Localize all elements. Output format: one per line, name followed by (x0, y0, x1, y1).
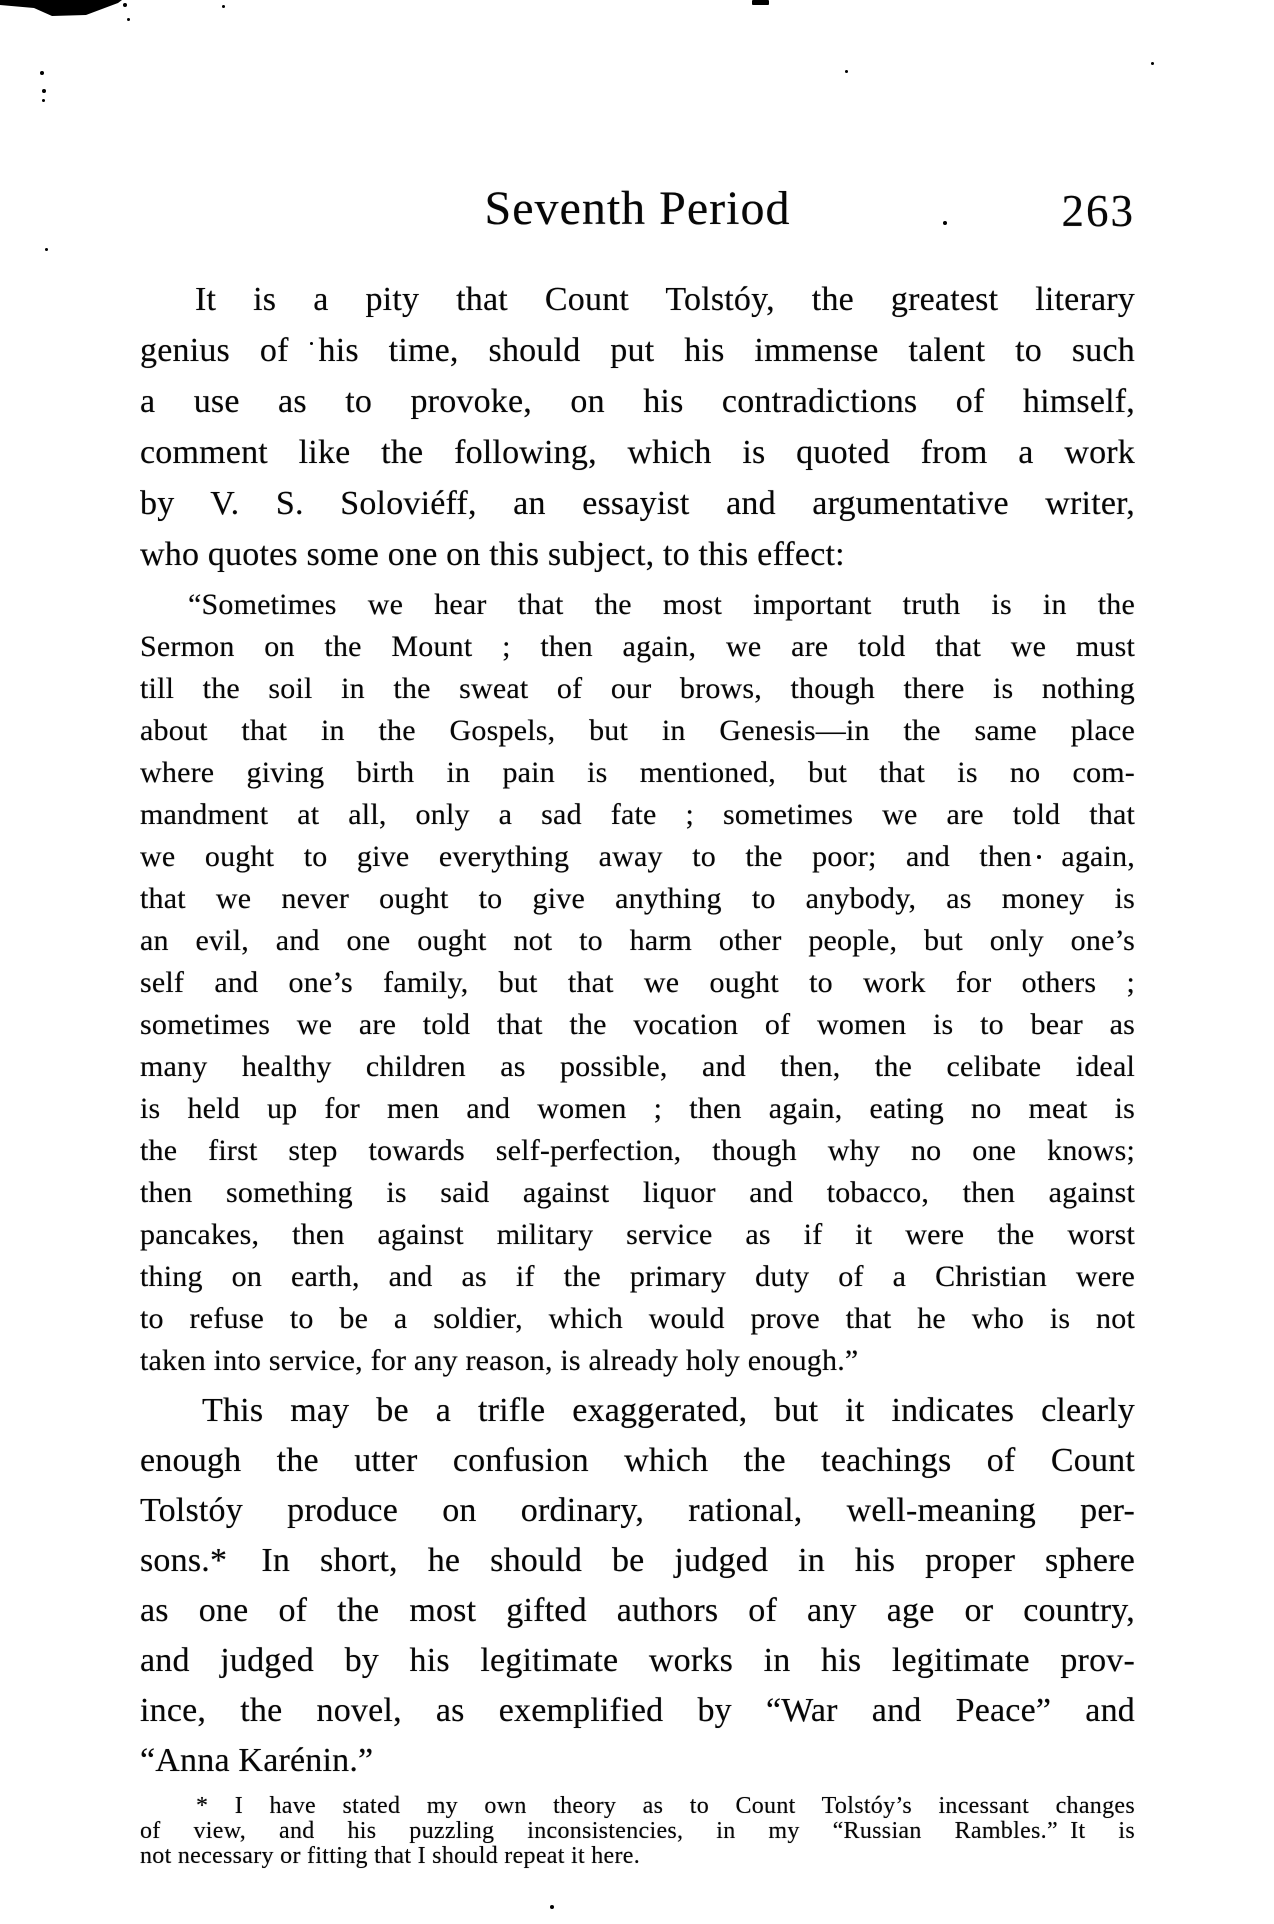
text-line: is held up for men and women ; then again, eating no meat is (140, 1092, 1135, 1125)
text-line: enough the utter confusion which the teachings of Count (140, 1442, 1135, 1479)
text-line: of view, and his puzzling inconsistencies, in my “Russian Rambles.” It is (140, 1819, 1135, 1844)
text-line: taken into service, for any reason, is already holy enough.” (140, 1344, 859, 1377)
text-line: pancakes, then against military service as if it were the worst (140, 1218, 1135, 1251)
text-line: sometimes we are told that the vocation of women is to bear as (140, 1008, 1135, 1041)
page-number: 263 (1061, 186, 1135, 236)
closing-paragraph (140, 1386, 1135, 1786)
text-line: thing on earth, and as if the primary duty of a Christian were (140, 1260, 1135, 1293)
scan-speck (222, 5, 225, 8)
text-line: ince, the novel, as exemplified by “War and Peace” and (140, 1692, 1135, 1729)
text-line: who quotes some one on this subject, to this effect: (140, 536, 845, 573)
block-quote (140, 584, 1135, 1382)
text-line: “Anna Karénin.” (140, 1742, 374, 1779)
text-line: that we never ought to give anything to anybody, as money is (140, 882, 1135, 915)
text-line: about that in the Gospels, but in Genesis—in the same place (140, 714, 1135, 747)
text-line: many healthy children as possible, and then, the celibate ideal (140, 1050, 1135, 1083)
text-line: we ought to give everything away to the poor; and then again, (140, 840, 1135, 873)
text-line: Tolstóy produce on ordinary, rational, well-meaning per- (140, 1492, 1135, 1529)
text-line: where giving birth in pain is mentioned, but that is no com- (140, 756, 1135, 789)
scan-speck (42, 89, 46, 93)
text-line: by V. S. Soloviéff, an essayist and argumentative writer, (140, 485, 1135, 522)
text-line: then something is said against liquor and tobacco, then against (140, 1176, 1135, 1209)
text-line: and judged by his legitimate works in his legitimate prov- (140, 1642, 1135, 1679)
text-line: an evil, and one ought not to harm other people, but only one’s (140, 924, 1135, 957)
footnote (140, 1794, 1135, 1869)
text-line: comment like the following, which is quoted from a work (140, 434, 1135, 471)
text-line: a use as to provoke, on his contradictions of himself, (140, 383, 1135, 420)
text-line: till the soil in the sweat of our brows, though there is nothing (140, 672, 1135, 705)
text-line: Sermon on the Mount ; then again, we are told that we must (140, 630, 1135, 663)
scan-speck (1151, 62, 1154, 65)
page-title: Seventh Period (484, 182, 791, 235)
scan-speck (45, 248, 48, 251)
scan-artifact-corner-wedge (0, 0, 122, 16)
text-line: It is a pity that Count Tolstóy, the greatest literary (195, 281, 1135, 318)
text-line: “Sometimes we hear that the most important truth is in the (188, 588, 1135, 621)
text-line: to refuse to be a soldier, which would prove that he who is not (140, 1302, 1135, 1335)
text-line: the first step towards self-perfection, though why no one knows; (140, 1134, 1135, 1167)
text-line: sons.* In short, he should be judged in his proper sphere (140, 1542, 1135, 1579)
scan-speck (123, 3, 127, 7)
scan-speck (42, 99, 45, 102)
scan-speck (127, 18, 130, 21)
text-line: as one of the most gifted authors of any age or country, (140, 1592, 1135, 1629)
text-line: genius of his time, should put his immense talent to such (140, 332, 1135, 369)
scan-speck (550, 1905, 554, 1909)
text-line: self and one’s family, but that we ought to work for others ; (140, 966, 1135, 999)
text-line: not necessary or fitting that I should repeat it here. (140, 1844, 641, 1869)
text-line: mandment at all, only a sad fate ; sometimes we are told that (140, 798, 1135, 831)
scan-artifact-top-dash (752, 0, 769, 5)
opening-paragraph (140, 274, 1135, 580)
text-line: This may be a trifle exaggerated, but it indicates clearly (202, 1392, 1135, 1429)
scan-speck (845, 70, 848, 73)
scan-speck (40, 71, 44, 75)
text-line: * I have stated my own theory as to Count Tolstóy’s incessant changes (196, 1794, 1135, 1819)
